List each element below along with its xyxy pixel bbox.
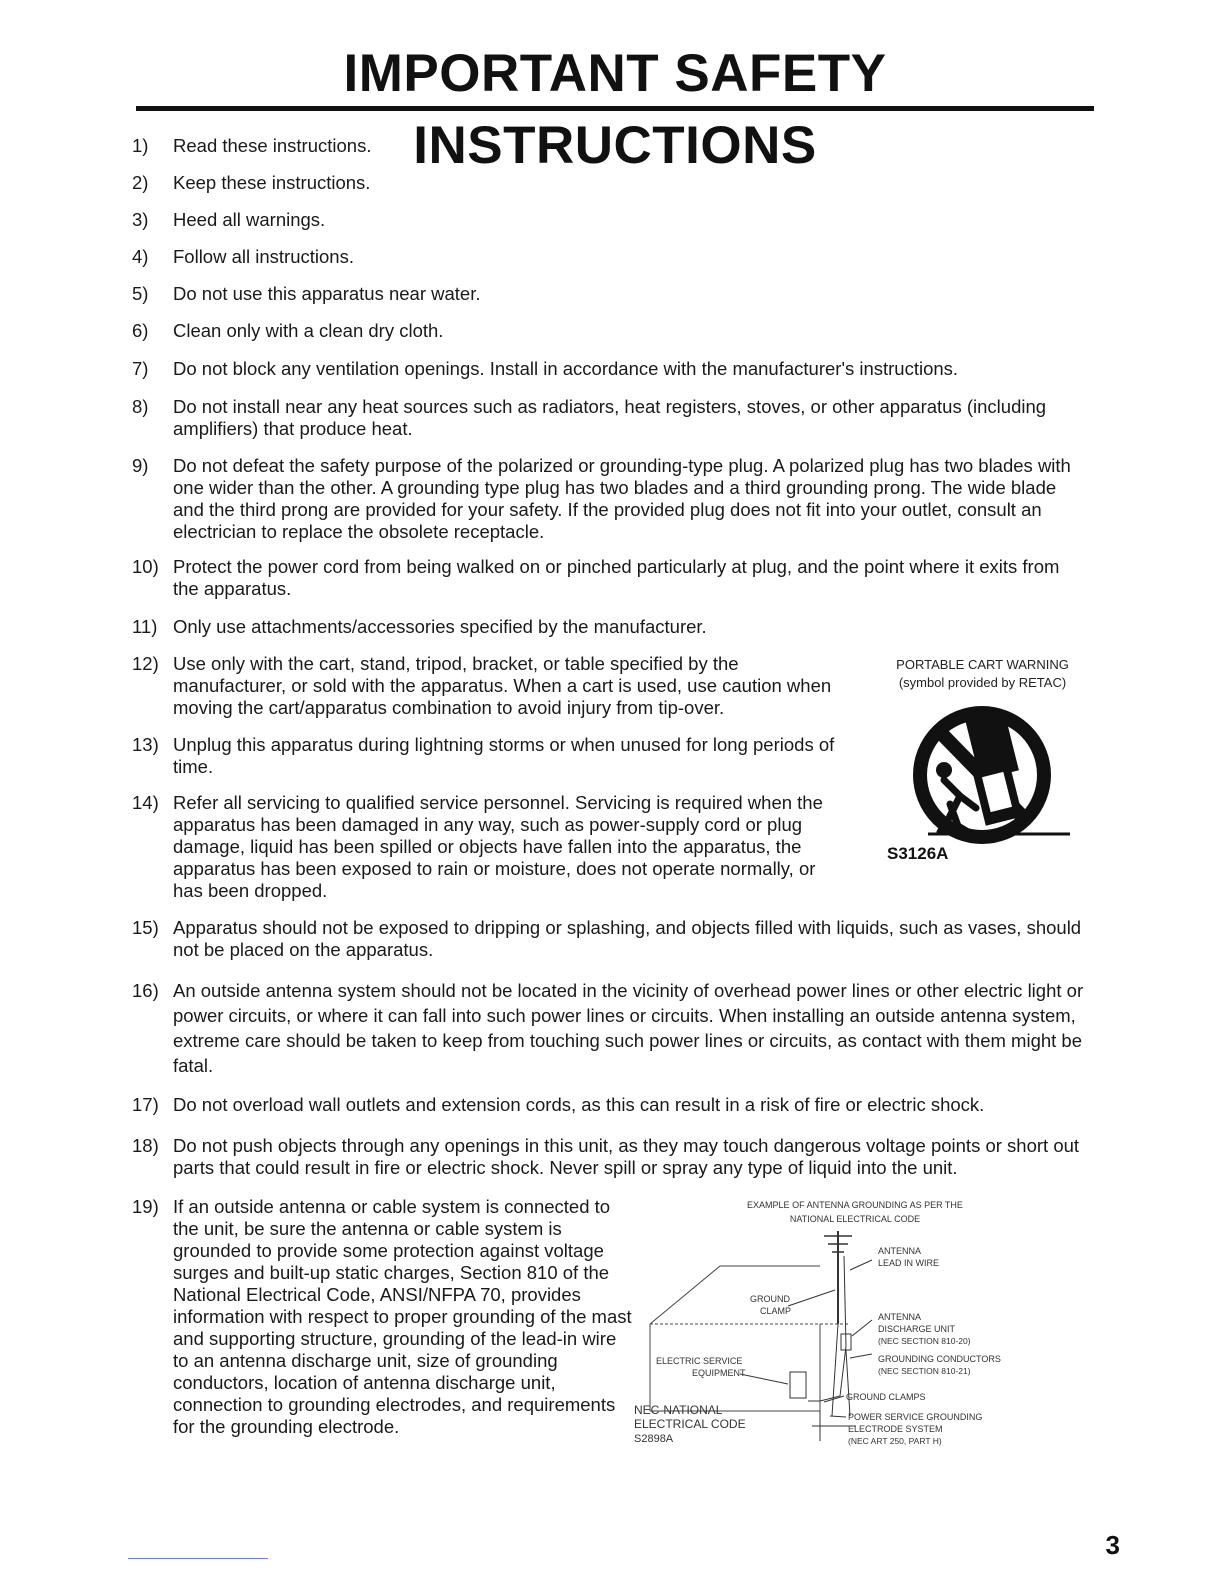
tip-over-warning-icon (900, 700, 1075, 850)
label-ground-clamp: GROUND (750, 1294, 790, 1304)
item-text: Clean only with a clean dry cloth. (173, 320, 444, 341)
item-number: 14) (132, 792, 159, 813)
antenna-grounding-diagram (620, 1196, 1040, 1456)
item-text: Only use attachments/accessories specified by the manufacturer. (173, 616, 707, 637)
item-text: Keep these instructions. (173, 172, 371, 193)
item-number: 16) (132, 980, 159, 1001)
item-text: Do not push objects through any openings in this unit, as they may touch dangerous voltage points or short out parts that could result in fire or electric shock. Never spill or spray any type of liquid into the unit. (173, 1135, 1080, 1178)
cart-warning-source: (symbol provided by RETAC) (898, 675, 1067, 690)
label-service-equipment: EQUIPMENT (692, 1368, 746, 1378)
item-text: Do not use this apparatus near water. (173, 283, 481, 304)
item-number: 4) (132, 246, 149, 267)
item-number: 13) (132, 734, 159, 755)
label-nec: ELECTRICAL CODE (634, 1417, 746, 1431)
item-number: 8) (132, 396, 149, 417)
page-title: IMPORTANT SAFETY INSTRUCTIONS (343, 44, 887, 175)
item-text: Do not block any ventilation openings. Install in accordance with the manufacturer's instructions. (173, 358, 959, 379)
item-text: Refer all servicing to qualified service personnel. Servicing is required when the apparatus has been damaged in any way, such as power-supply cord or plug damage, liquid has been spilled or objects have fallen into the apparatus, the apparatus has been exposed to rain or moisture, does not operate normally, or has been dropped. (173, 792, 823, 901)
item-text: Unplug this apparatus during lightning storms or when unused for long periods of time. (173, 734, 835, 777)
item-number: 6) (132, 320, 149, 341)
footer-link-line (128, 1558, 268, 1559)
label-service-equipment: ELECTRIC SERVICE (656, 1356, 743, 1366)
label-discharge-unit: ANTENNA (878, 1312, 922, 1322)
label-ground-clamps: GROUND CLAMPS (846, 1392, 926, 1402)
label-grounding-conductors: GROUNDING CONDUCTORS (878, 1354, 1001, 1364)
item-number: 2) (132, 172, 149, 193)
cart-warning-caption (870, 656, 1095, 692)
item-number: 11) (132, 616, 158, 637)
item-number: 3) (132, 209, 149, 230)
item-text: Protect the power cord from being walked on or pinched particularly at plug, and the point where it exits from the apparatus. (173, 556, 1060, 599)
item-text: Heed all warnings. (173, 209, 326, 230)
label-lead-in-wire: LEAD IN WIRE (878, 1258, 940, 1268)
item-number: 9) (132, 455, 149, 476)
item-text: Do not overload wall outlets and extension cords, as this can result in a risk of fire or electric shock. (173, 1094, 985, 1115)
cart-warning-code: S3126A (887, 844, 949, 863)
item-text: Do not install near any heat sources such as radiators, heat registers, stoves, or other apparatus (including amplifiers) that produce heat. (173, 396, 1047, 439)
label-nec: NEC-NATIONAL (634, 1403, 723, 1417)
item-text: Read these instructions. (173, 135, 372, 156)
label-antenna: ANTENNA (878, 1246, 922, 1256)
item-text: Use only with the cart, stand, tripod, bracket, or table specified by the manufacturer, or sold with the apparatus. When a cart is used, use caution when moving the cart/apparatus combination to avoid injury from tip-over. (173, 653, 832, 718)
item-number: 5) (132, 283, 149, 304)
diagram-code: S2898A (634, 1433, 674, 1445)
item-number: 12) (132, 653, 159, 674)
label-ground-clamp: CLAMP (760, 1306, 792, 1316)
item-text: An outside antenna system should not be located in the vicinity of overhead power lines or other electric light or power circuits, or where it can fall into such power lines or circuits. When installing an outside antenna system, extreme care should be taken to keep from touching such power lines or circuits, as contact with them might be fatal. (173, 980, 1084, 1076)
label-discharge-unit: DISCHARGE UNIT (878, 1324, 956, 1334)
label-electrode-system: POWER SERVICE GROUNDING (848, 1412, 983, 1422)
item-number: 18) (132, 1135, 159, 1156)
item-text: Apparatus should not be exposed to dripping or splashing, and objects filled with liquids, such as vases, should not be placed on the apparatus. (173, 917, 1082, 960)
item-text: If an outside antenna or cable system is connected to the unit, be sure the antenna or cable system is grounded to provide some protection against voltage surges and built-up static charges, Section 810 of the National Electrical Code, ANSI/NFPA 70, provides information with respect to proper grounding of the mast and supporting structure, grounding of the lead-in wire to an antenna discharge unit, size of grounding conductors, location of antenna discharge unit, connection to grounding electrodes, and requirements for the grounding electrode. (173, 1196, 632, 1437)
item-text: Do not defeat the safety purpose of the polarized or grounding-type plug. A polarized plug has two blades with one wider than the other. A grounding type plug has two blades and a third grounding prong. The wide blade and the third prong are provided for your safety. If the provided plug does not fit into your outlet, consult an electrician to replace the obsolete receptacle. (173, 455, 1071, 542)
item-number: 19) (132, 1196, 159, 1217)
label-discharge-unit: (NEC SECTION 810-20) (878, 1336, 971, 1346)
item-number: 1) (132, 135, 149, 156)
item-number: 7) (132, 358, 149, 379)
label-electrode-system: (NEC ART 250, PART H) (848, 1436, 942, 1446)
diagram-title: NATIONAL ELECTRICAL CODE (789, 1214, 921, 1224)
title-underline (136, 106, 1094, 111)
cart-warning-title: PORTABLE CART WARNING (896, 657, 1069, 672)
page-number: 3 (1105, 1530, 1120, 1560)
diagram-title: EXAMPLE OF ANTENNA GROUNDING AS PER THE (747, 1200, 963, 1210)
label-grounding-conductors: (NEC SECTION 810-21) (878, 1366, 971, 1376)
item-number: 15) (132, 917, 159, 938)
item-number: 17) (132, 1094, 159, 1115)
item-text: Follow all instructions. (173, 246, 354, 267)
label-electrode-system: ELECTRODE SYSTEM (848, 1424, 943, 1434)
item-number: 10) (132, 556, 159, 577)
